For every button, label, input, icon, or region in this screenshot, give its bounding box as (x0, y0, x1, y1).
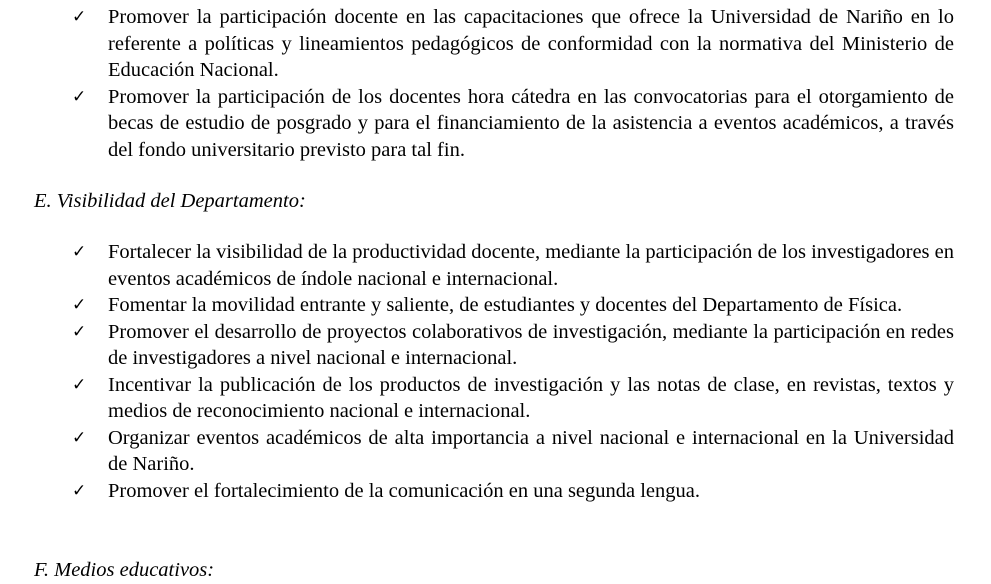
list-item (0, 84, 991, 164)
list-item-text: Fomentar la movilidad entrante y saliente, de estudiantes y docentes del Departamento de Física. (108, 294, 903, 316)
section-f-heading: F. Medios educativos: (34, 559, 215, 581)
list-item-text: Promover la participación de los docentes hora cátedra en las convocatorias para el otorgamiento de becas de estudio de posgrado y para el financiamiento de la asistencia a eventos académicos, a través del fondo universitario previsto para tal fin. (108, 85, 954, 161)
list-item-text: Promover el fortalecimiento de la comunicación en una segunda lengua. (108, 479, 701, 502)
checkmark-icon: ✓ (72, 321, 87, 342)
section-e-list (0, 239, 991, 504)
section-e-heading: E. Visibilidad del Departamento: (34, 190, 306, 212)
list-item (0, 372, 991, 425)
checkmark-icon: ✓ (72, 374, 87, 395)
checkmark-icon: ✓ (72, 7, 87, 27)
checkmark-icon: ✓ (72, 295, 87, 315)
list-item-text: Incentivar la publicación de los productos de investigación y las notas de clase, en revistas, textos y medios de reconocimiento nacional e internacional. (108, 373, 954, 422)
list-item (0, 4, 991, 84)
list-item-text: Fortalecer la visibilidad de la productividad docente, mediante la participación de los investigadores en eventos académicos de índole nacional e internacional. (108, 241, 954, 290)
checkmark-icon: ✓ (72, 480, 87, 501)
list-item-text: Promover el desarrollo de proyectos colaborativos de investigación, mediante la participación en redes de investigadores a nivel nacional e internacional. (108, 320, 954, 369)
list-item (0, 478, 991, 505)
list-item-text: Promover la participación docente en las capacitaciones que ofrece la Universidad de Nariño en lo referente a políticas y lineamientos pedagógicos de conformidad con la normativa del Ministerio de Educación Nacional. (108, 6, 954, 81)
list-item (0, 319, 991, 372)
checkmark-icon: ✓ (72, 242, 87, 262)
checkmark-icon: ✓ (72, 86, 87, 107)
list-item (0, 292, 991, 319)
list-item-text: Organizar eventos académicos de alta importancia a nivel nacional e internacional en la Universidad de Nariño. (108, 426, 954, 475)
checkmark-icon: ✓ (72, 427, 87, 448)
section-d-list (0, 4, 991, 163)
list-item (0, 239, 991, 292)
list-item (0, 425, 991, 478)
